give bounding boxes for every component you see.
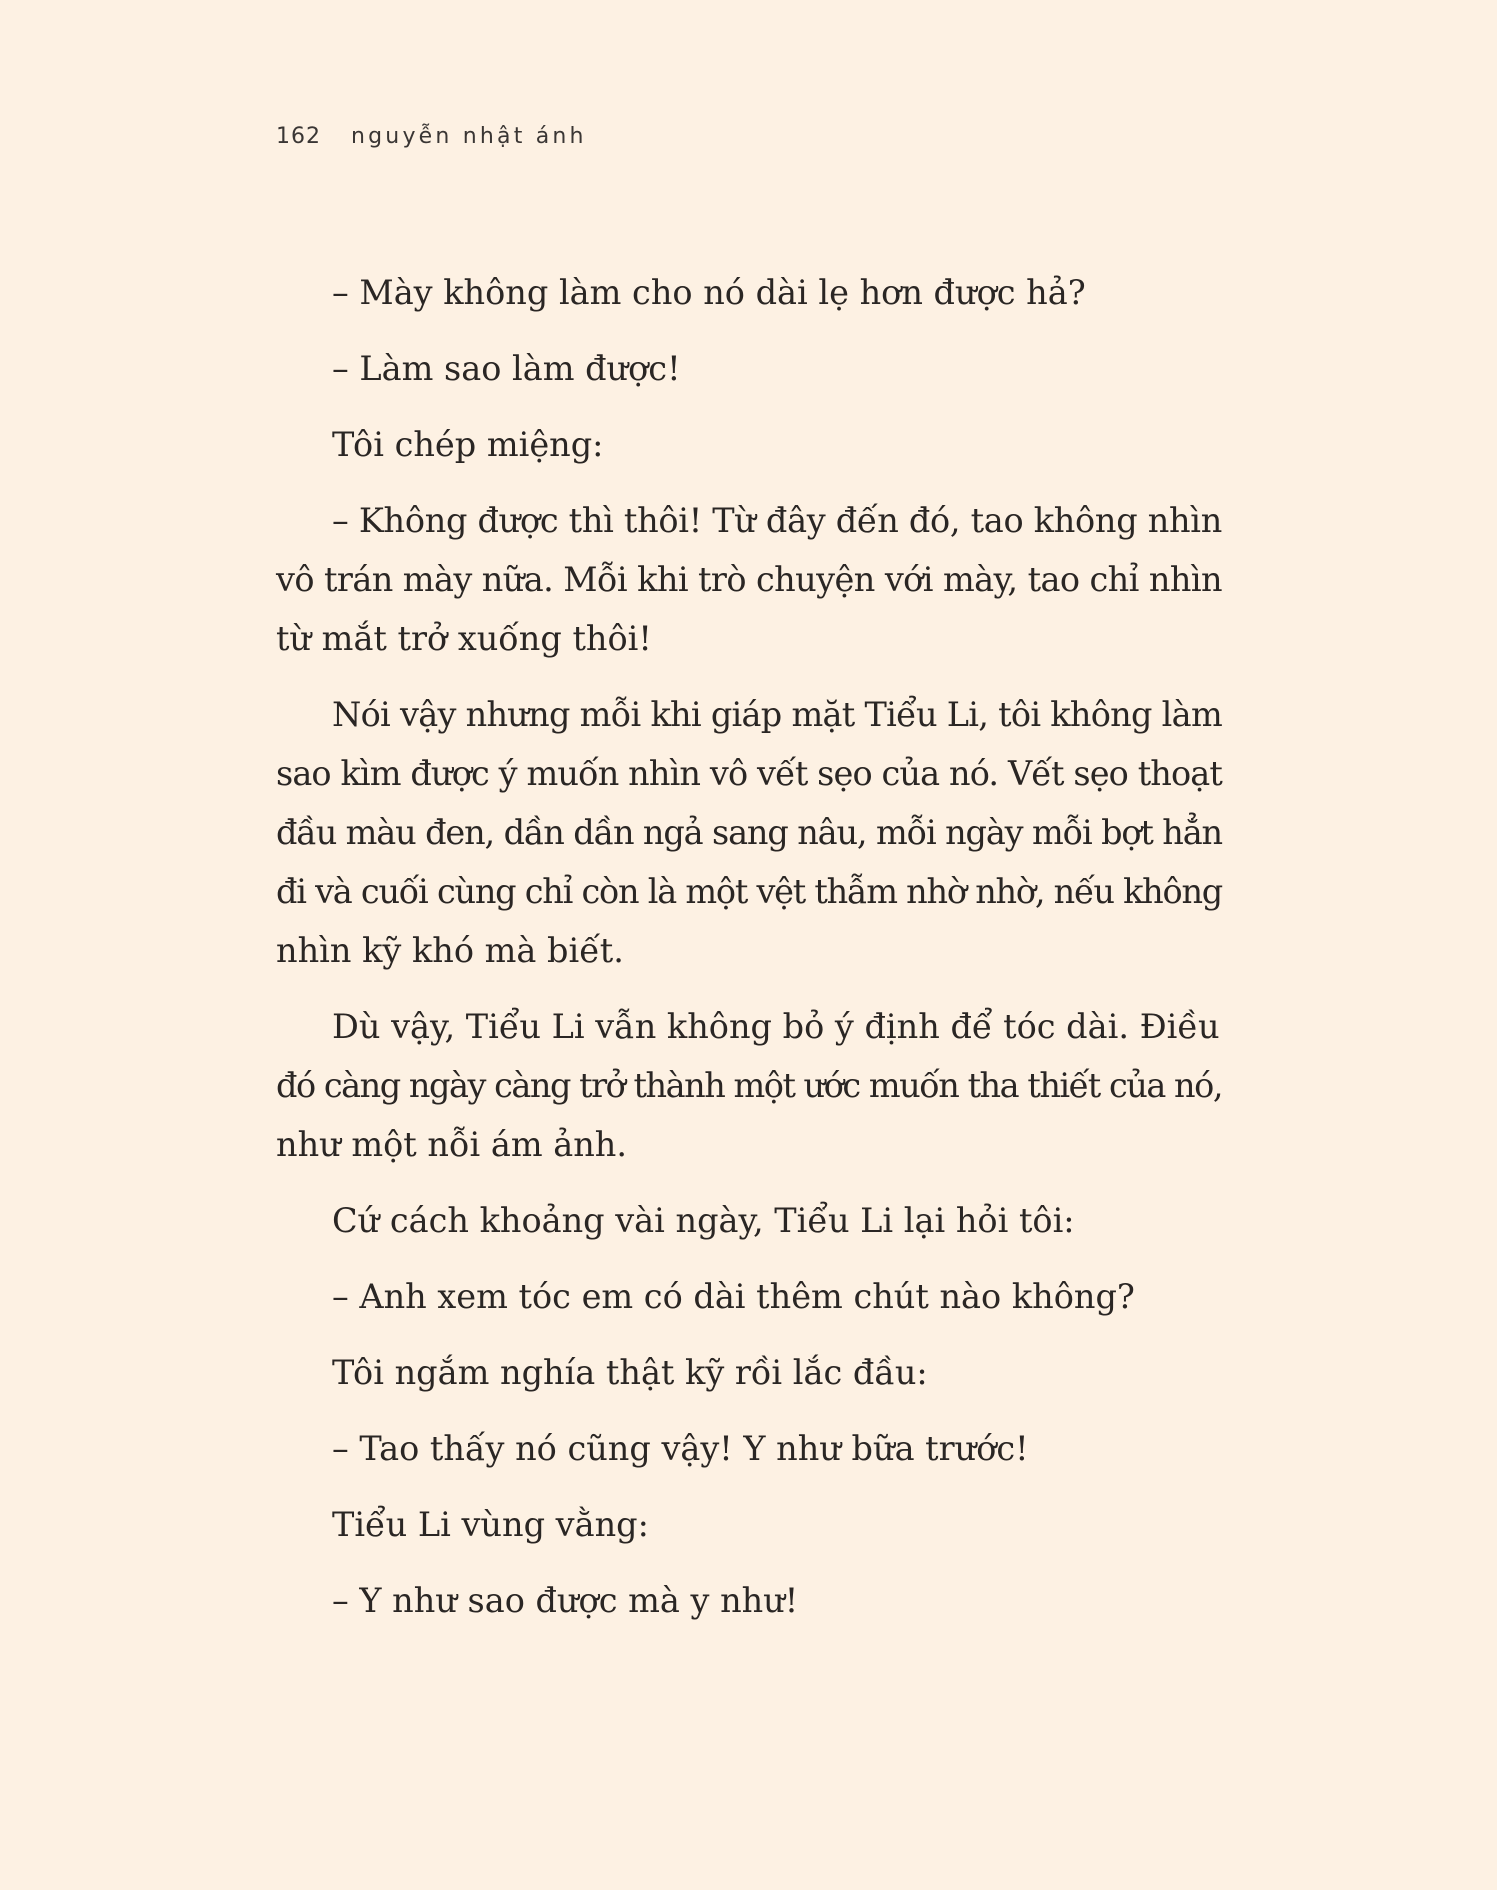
text-line: Dù vậy, Tiểu Li vẫn không bỏ ý định để tóc dài. Điều (332, 1007, 1220, 1046)
text-line: – Tao thấy nó cũng vậy! Y như bữa trước! (332, 1429, 1029, 1468)
body-text (276, 263, 1222, 1630)
text-line: sao kìm được ý muốn nhìn vô vết sẹo của nó. Vết sẹo thoạt (276, 754, 1222, 793)
text-line: đó càng ngày càng trở thành một ước muốn tha thiết của nó, (276, 1066, 1222, 1105)
paragraph (276, 1343, 1222, 1402)
text-line: đi và cuối cùng chỉ còn là một vệt thẫm nhờ nhờ, nếu không (276, 872, 1222, 911)
text-line: – Anh xem tóc em có dài thêm chút nào không? (332, 1277, 1135, 1316)
text-line: – Y như sao được mà y như! (332, 1581, 799, 1620)
text-line: vô trán mày nữa. Mỗi khi trò chuyện với mày, tao chỉ nhìn (276, 560, 1222, 599)
text-line: Tiểu Li vùng vằng: (332, 1505, 649, 1544)
paragraph (276, 997, 1222, 1174)
paragraph (276, 263, 1222, 322)
text-line: Nói vậy nhưng mỗi khi giáp mặt Tiểu Li, tôi không làm (332, 695, 1222, 734)
running-head (276, 124, 587, 149)
author-name: nguyễn nhật ánh (351, 124, 587, 149)
paragraph (276, 685, 1222, 980)
paragraph (276, 339, 1222, 398)
text-line: Tôi chép miệng: (332, 425, 604, 464)
text-line: như một nỗi ám ảnh. (276, 1125, 628, 1164)
paragraph (276, 415, 1222, 474)
paragraph (276, 1267, 1222, 1326)
paragraph (276, 491, 1222, 668)
text-line: Cứ cách khoảng vài ngày, Tiểu Li lại hỏi tôi: (332, 1201, 1075, 1240)
text-line: đầu màu đen, dần dần ngả sang nâu, mỗi ngày mỗi bợt hẳn (276, 813, 1222, 852)
paragraph (276, 1191, 1222, 1250)
paragraph (276, 1419, 1222, 1478)
text-line: từ mắt trở xuống thôi! (276, 619, 652, 658)
page-number: 162 (276, 124, 321, 149)
text-line: Tôi ngắm nghía thật kỹ rồi lắc đầu: (332, 1353, 928, 1392)
text-line: – Không được thì thôi! Từ đây đến đó, tao không nhìn (332, 501, 1222, 540)
text-line: – Mày không làm cho nó dài lẹ hơn được hả? (332, 273, 1086, 312)
paragraph (276, 1495, 1222, 1554)
text-line: nhìn kỹ khó mà biết. (276, 931, 624, 970)
text-line: – Làm sao làm được! (332, 349, 681, 388)
paragraph (276, 1571, 1222, 1630)
